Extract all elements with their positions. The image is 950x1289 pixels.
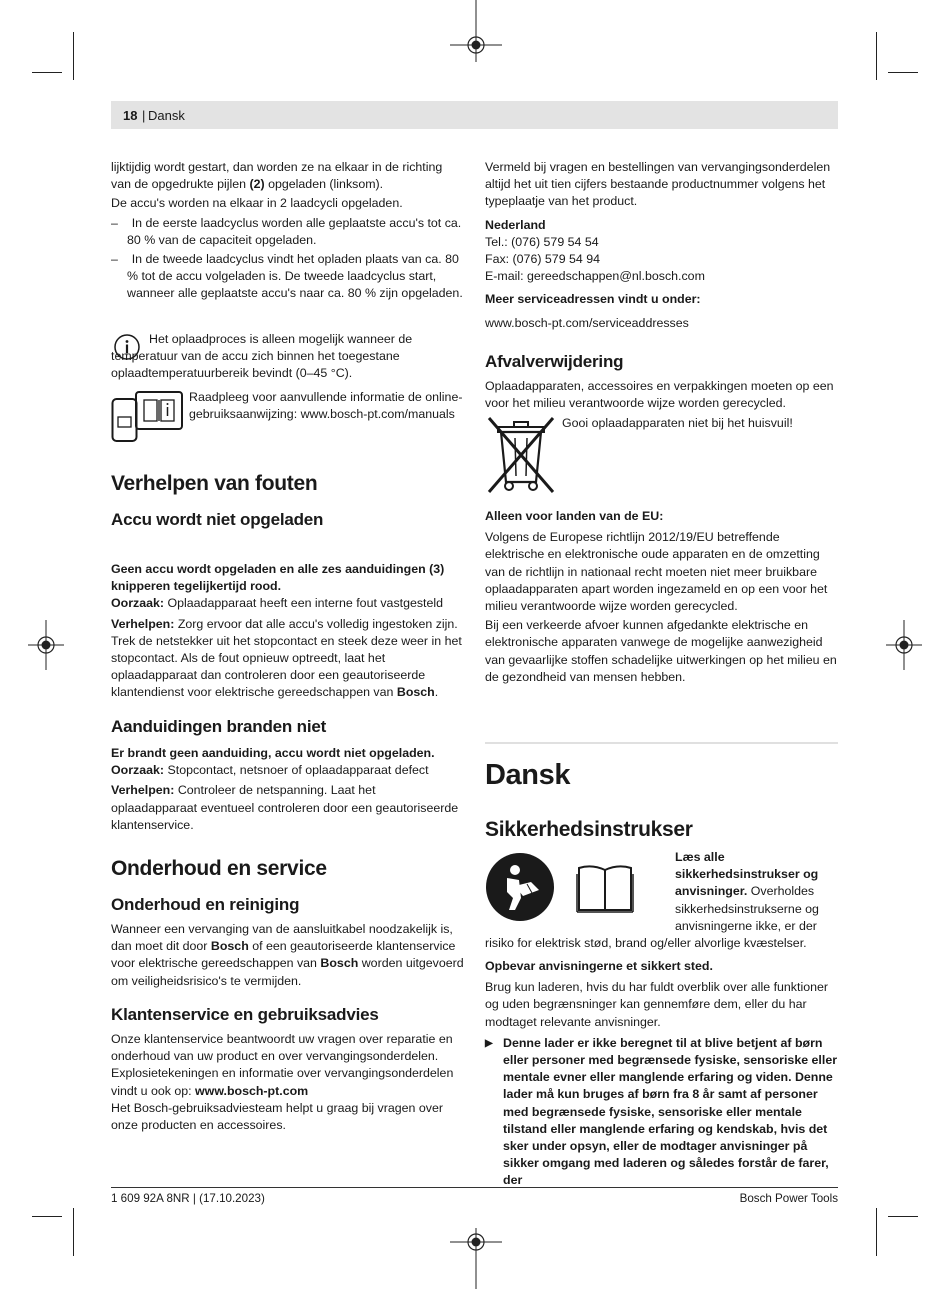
section-heading-safety: Sikkerhedsinstrukser: [485, 818, 693, 841]
safety-rest: [485, 958, 839, 1190]
online-manual-icon: [111, 389, 185, 443]
intro-paragraph: lijktijdig wordt gestart, dan worden ze na elkaar in de richting van de opgedrukte pijlen (2) opgeladen (linksom).: [111, 160, 443, 192]
contact-fax: Fax: (076) 579 54 94: [485, 252, 601, 267]
language-heading-dansk: Dansk: [485, 759, 571, 791]
keep-instructions: Opbevar anvisningerne et sikkert sted.: [485, 959, 713, 973]
crossed-out-bin-icon: [485, 414, 557, 496]
registration-mark-bottom: [450, 1228, 502, 1289]
crop-mark: [888, 72, 918, 73]
footer-brand: Bosch Power Tools: [739, 1192, 838, 1205]
section-heading-faults: Verhelpen van fouten: [111, 472, 318, 495]
crop-mark: [73, 1208, 74, 1256]
registration-mark-top: [450, 0, 502, 62]
eu-paragraph-1: Volgens de Europese richtlijn 2012/19/EU betreffende elektrische en elektronische oude apparaten en de omzetting van de richtlijn in nationaal recht moeten niet meer bruikbare oplaadapparaten apart worden ingezameld en op een voor het milieu verantwoorde wijze worden gerecycled.: [485, 530, 828, 614]
doc-number: 1 609 92A 8NR | (17.10.2023): [111, 1192, 265, 1205]
country-name: Nederland: [485, 217, 546, 232]
more-addresses-label: Meer serviceadressen vindt u onder:: [485, 292, 701, 307]
dash-item: – In de tweede laadcyclus vindt het opladen plaats van ca. 80 % tot de accu volgeladen is. De tweede laadcyclus start, wanneer alle geplaatste accu's naar ca. 80 % zijn opgeladen.: [111, 252, 463, 301]
subheading-no-lights: Aanduidingen branden niet: [111, 717, 327, 736]
dash-item: – In de eerste laadcyclus worden alle geplaatste accu's tot ca. 80 % van de capaciteit opgeladen.: [111, 215, 462, 247]
crop-mark: [32, 72, 62, 73]
registration-mark-left: [28, 620, 64, 670]
contact-tel: Tel.: (076) 579 54 54: [485, 234, 599, 249]
eu-paragraph-2: Bij een verkeerde afvoer kunnen afgedankte elektrische en elektronische apparaten vanwege de mogelijke aanwezigheid van gevaarlijke stoffen schadelijke uitwerkingen op het milieu en de gezondheid van mensen hebben.: [485, 618, 837, 684]
bullet-item: ▶ Denne lader er ikke beregnet til at blive betjent af børn eller personer med begrænsede fysiske, sensoriske eller mentale evner eller manglende erfaring og viden. Denne lader må kun bruges af børn fra 8 år samt af personer med begrænsede fysiske, sensoriske eller mentale tilstand eller manglende erfaring og kendskab, hvis det sker under opsyn, eller de modtager anvisninger på sikker omgang med laderen og således forstår de farer, der: [485, 1035, 839, 1190]
crop-mark: [888, 1216, 918, 1217]
header-separator: |: [142, 108, 146, 123]
fault-1-cause: Oorzaak: Oplaadapparaat heeft een interne fout vastgesteld: [111, 596, 444, 611]
fault-1-fix: Verhelpen: Zorg ervoor dat alle accu's volledig ingestoken zijn. Trek de netstekker uit het stopcontact en steek deze weer in het stopcontact. Als de fout opnieuw optreedt, laat het oplaadapparaat dan controleren door een geautoriseerde klantendienst voor elektrische gereedschappen van Bosch.: [111, 616, 462, 700]
more-addresses-url[interactable]: www.bosch-pt.com/serviceaddresses: [485, 315, 689, 330]
service-paragraph: Onze klantenservice beantwoordt uw vragen over reparatie en onderhoud van uw product en over vervangingsonderdelen. Explosietekeningen en informatie over vervangingsonderdelen vindt u ook op: www.bosch-pt.com Het Bosch-gebruiksadviesteam helpt u graag bij vragen over onze producten en accessoires.: [111, 1031, 465, 1134]
left-column: [111, 159, 465, 303]
language-divider: [485, 742, 838, 744]
footer-rule: [111, 1187, 838, 1188]
header-language: Dansk: [148, 108, 185, 123]
section-heading-maintenance: Onderhoud en service: [111, 857, 327, 880]
waste-bin-note: Gooi oplaadapparaten niet bij het huisvuil!: [562, 416, 793, 430]
subheading-not-charged: Accu wordt niet opgeladen: [111, 510, 324, 529]
parts-note: Vermeld bij vragen en bestellingen van vervangingsonderdelen altijd het uit tien cijfers bestaande productnummer volgens het typeplaatje van het product.: [485, 160, 831, 209]
service-url[interactable]: www.bosch-pt.com: [195, 1083, 309, 1098]
crop-mark: [73, 32, 74, 80]
intro-paragraph-2: De accu's worden na elkaar in 2 laadcycli opgeladen.: [111, 196, 403, 211]
waste-paragraph: Oplaadapparaten, accessoires en verpakkingen moeten op een voor het milieu verantwoorde wijze worden gerecycled.: [485, 379, 834, 411]
crop-mark: [876, 32, 877, 80]
subheading-waste: Afvalverwijdering: [485, 352, 624, 371]
fault-1-title: Geen accu wordt opgeladen en alle zes aanduidingen (3) knipperen tegelijkertijd rood.: [111, 562, 445, 594]
contact-email[interactable]: E-mail: gereedschappen@nl.bosch.com: [485, 269, 705, 284]
manual-note: Raadpleeg voor aanvullende informatie de online-gebruiksaanwijzing: www.bosch-pt.com/manuals: [189, 390, 463, 422]
crop-mark: [876, 1208, 877, 1256]
fault-2-title: Er brandt geen aanduiding, accu wordt niet opgeladen.: [111, 746, 435, 760]
fault-2-fix: Verhelpen: Controleer de netspanning. Laat het oplaadapparaat eventueel controleren door een geautoriseerde klantenservice.: [111, 783, 459, 832]
safety-paragraph: Læs alle sikkerhedsinstrukser og anvisninger. Overholdes sikkerhedsinstrukserne og anvisningerne ikke, er der risiko for elektrisk stød, brand og/eller alvorlige kvæstelser.: [485, 850, 819, 951]
crop-mark: [32, 1216, 62, 1217]
fault-2: [111, 745, 465, 834]
page-header: [111, 101, 838, 129]
user-paragraph: Brug kun laderen, hvis du har fuldt overblik over alle funktioner og uden begrænsninger kan gennemføre dem, eller du har modtaget relevante anvisninger.: [485, 980, 828, 1029]
subheading-cleaning: Onderhoud en reiniging: [111, 895, 300, 914]
info-note: Het oplaadproces is alleen mogelijk wanneer de temperatuur van de accu zich binnen het toegestane oplaadtemperatuurbereik bevindt (0–45 °C).: [111, 332, 413, 381]
registration-mark-right: [886, 620, 922, 670]
cleaning-paragraph: Wanneer een vervanging van de aansluitkabel noodzakelijk is, dan moet dit door Bosch of een geautoriseerde klantenservice voor elektrische gereedschappen van Bosch worden uitgevoerd om veiligheidsrisico's te vermijden.: [111, 922, 464, 988]
fault-1: [111, 561, 465, 702]
eu-section: [485, 508, 839, 686]
service-advice: Het Bosch-gebruiksadviesteam helpt u graag bij vragen over onze producten en accessoires.: [111, 1100, 443, 1133]
fault-2-cause: Oorzaak: Stopcontact, netsnoer of oplaadapparaat defect: [111, 763, 429, 778]
subheading-customer-service: Klantenservice en gebruiksadvies: [111, 1005, 379, 1024]
right-column: [485, 159, 839, 332]
eu-label: Alleen voor landen van de EU:: [485, 509, 664, 523]
page-number: 18: [123, 108, 138, 123]
